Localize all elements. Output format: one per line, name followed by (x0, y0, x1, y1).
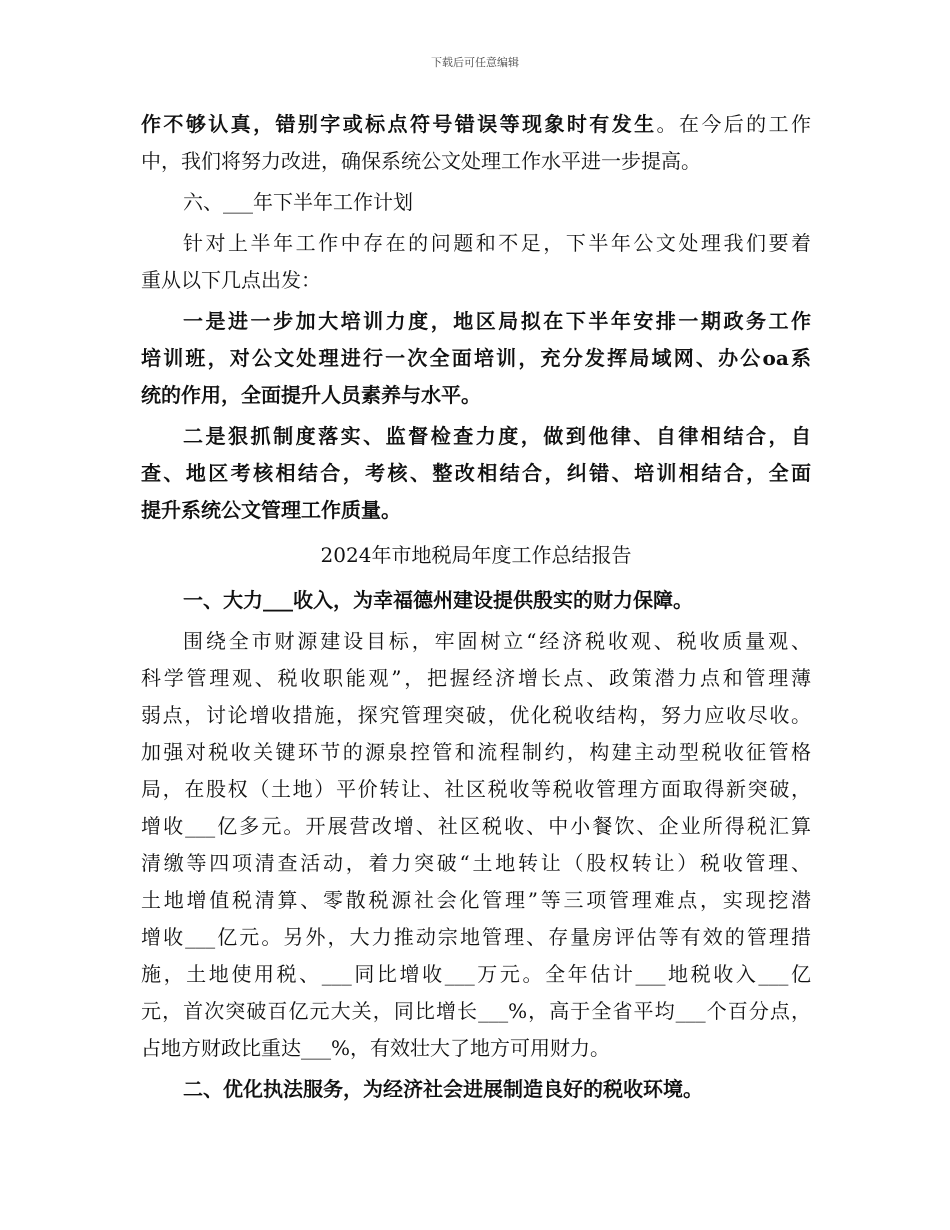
bold-text: 作不够认真，错别字或标点符号错误等现象时有发生 (141, 112, 657, 136)
paragraph-line: 重从以下几点出发： (141, 268, 321, 292)
paragraph-line: 围绕全市财源建设目标，牢固树立“经济税收观、税收质量观、 (183, 629, 811, 653)
paragraph-line: 元，首次突破百亿元大关，同比增长___%，高于全省平均___个百分点， (141, 999, 811, 1023)
paragraph-line: 施，土地使用税、___同比增收___万元。全年估计___地税收入___亿 (141, 962, 811, 986)
document-body (141, 106, 811, 1108)
paragraph-line (141, 106, 811, 143)
paragraph-line: 查、地区考核相结合，考核、整改相结合，纠错、培训相结合，全面 (141, 461, 811, 485)
paragraph-line: 科学管理观、税收职能观”，把握经济增长点、政策潜力点和管理薄 (141, 666, 811, 690)
paragraph-line: 统的作用，全面提升人员素养与水平。 (141, 383, 481, 407)
paragraph-line: 土地增值税清算、零散税源社会化管理”等三项管理难点，实现挖潜 (141, 888, 811, 912)
paragraph-line: 增收___亿元。另外，大力推动宗地管理、存量房评估等有效的管理措 (141, 925, 811, 949)
paragraph-line: 清缴等四项清查活动，着力突破“土地转让（股权转让）税收管理、 (141, 851, 811, 875)
paragraph-line: 培训班，对公文处理进行一次全面培训，充分发挥局域网、办公oa系 (141, 346, 811, 370)
paragraph-line: 一是进一步加大培训力度，地区局拟在下半年安排一期政务工作 (183, 309, 811, 333)
paragraph-line: 占地方财政比重达___%，有效壮大了地方可用财力。 (141, 1036, 611, 1060)
paragraph-line: 针对上半年工作中存在的问题和不足，下半年公文处理我们要着 (183, 231, 811, 255)
section-heading: 一、大力___收入，为幸福德州建设提供殷实的财力保障。 (183, 588, 693, 612)
report-title: 2024年市地税局年度工作总结报告 (320, 543, 632, 567)
section-heading: 二、优化执法服务，为经济社会进展制造良好的税收环境。 (183, 1077, 703, 1101)
paragraph-line: 二是狠抓制度落实、监督检查力度，做到他律、自律相结合，自 (183, 424, 811, 448)
paragraph-line: 加强对税收关键环节的源泉控管和流程制约，构建主动型税收征管格 (141, 740, 811, 764)
section-heading: 六、___年下半年工作计划 (183, 190, 413, 214)
paragraph-line: 中，我们将努力改进，确保系统公文处理工作水平进一步提高。 (141, 149, 701, 173)
paragraph-line: 提升系统公文管理工作质量。 (141, 498, 401, 522)
paragraph-line: 局，在股权（土地）平价转让、社区税收等税收管理方面取得新突破， (141, 777, 811, 801)
paragraph-line: 增收___亿多元。开展营改增、社区税收、中小餐饮、企业所得税汇算 (141, 814, 811, 838)
paragraph-line: 弱点，讨论增收措施，探究管理突破，优化税收结构，努力应收尽收。 (141, 703, 811, 727)
body-text: 。在今后的工作 (656, 112, 812, 136)
page-header: 下载后可任意编辑 (431, 56, 519, 69)
